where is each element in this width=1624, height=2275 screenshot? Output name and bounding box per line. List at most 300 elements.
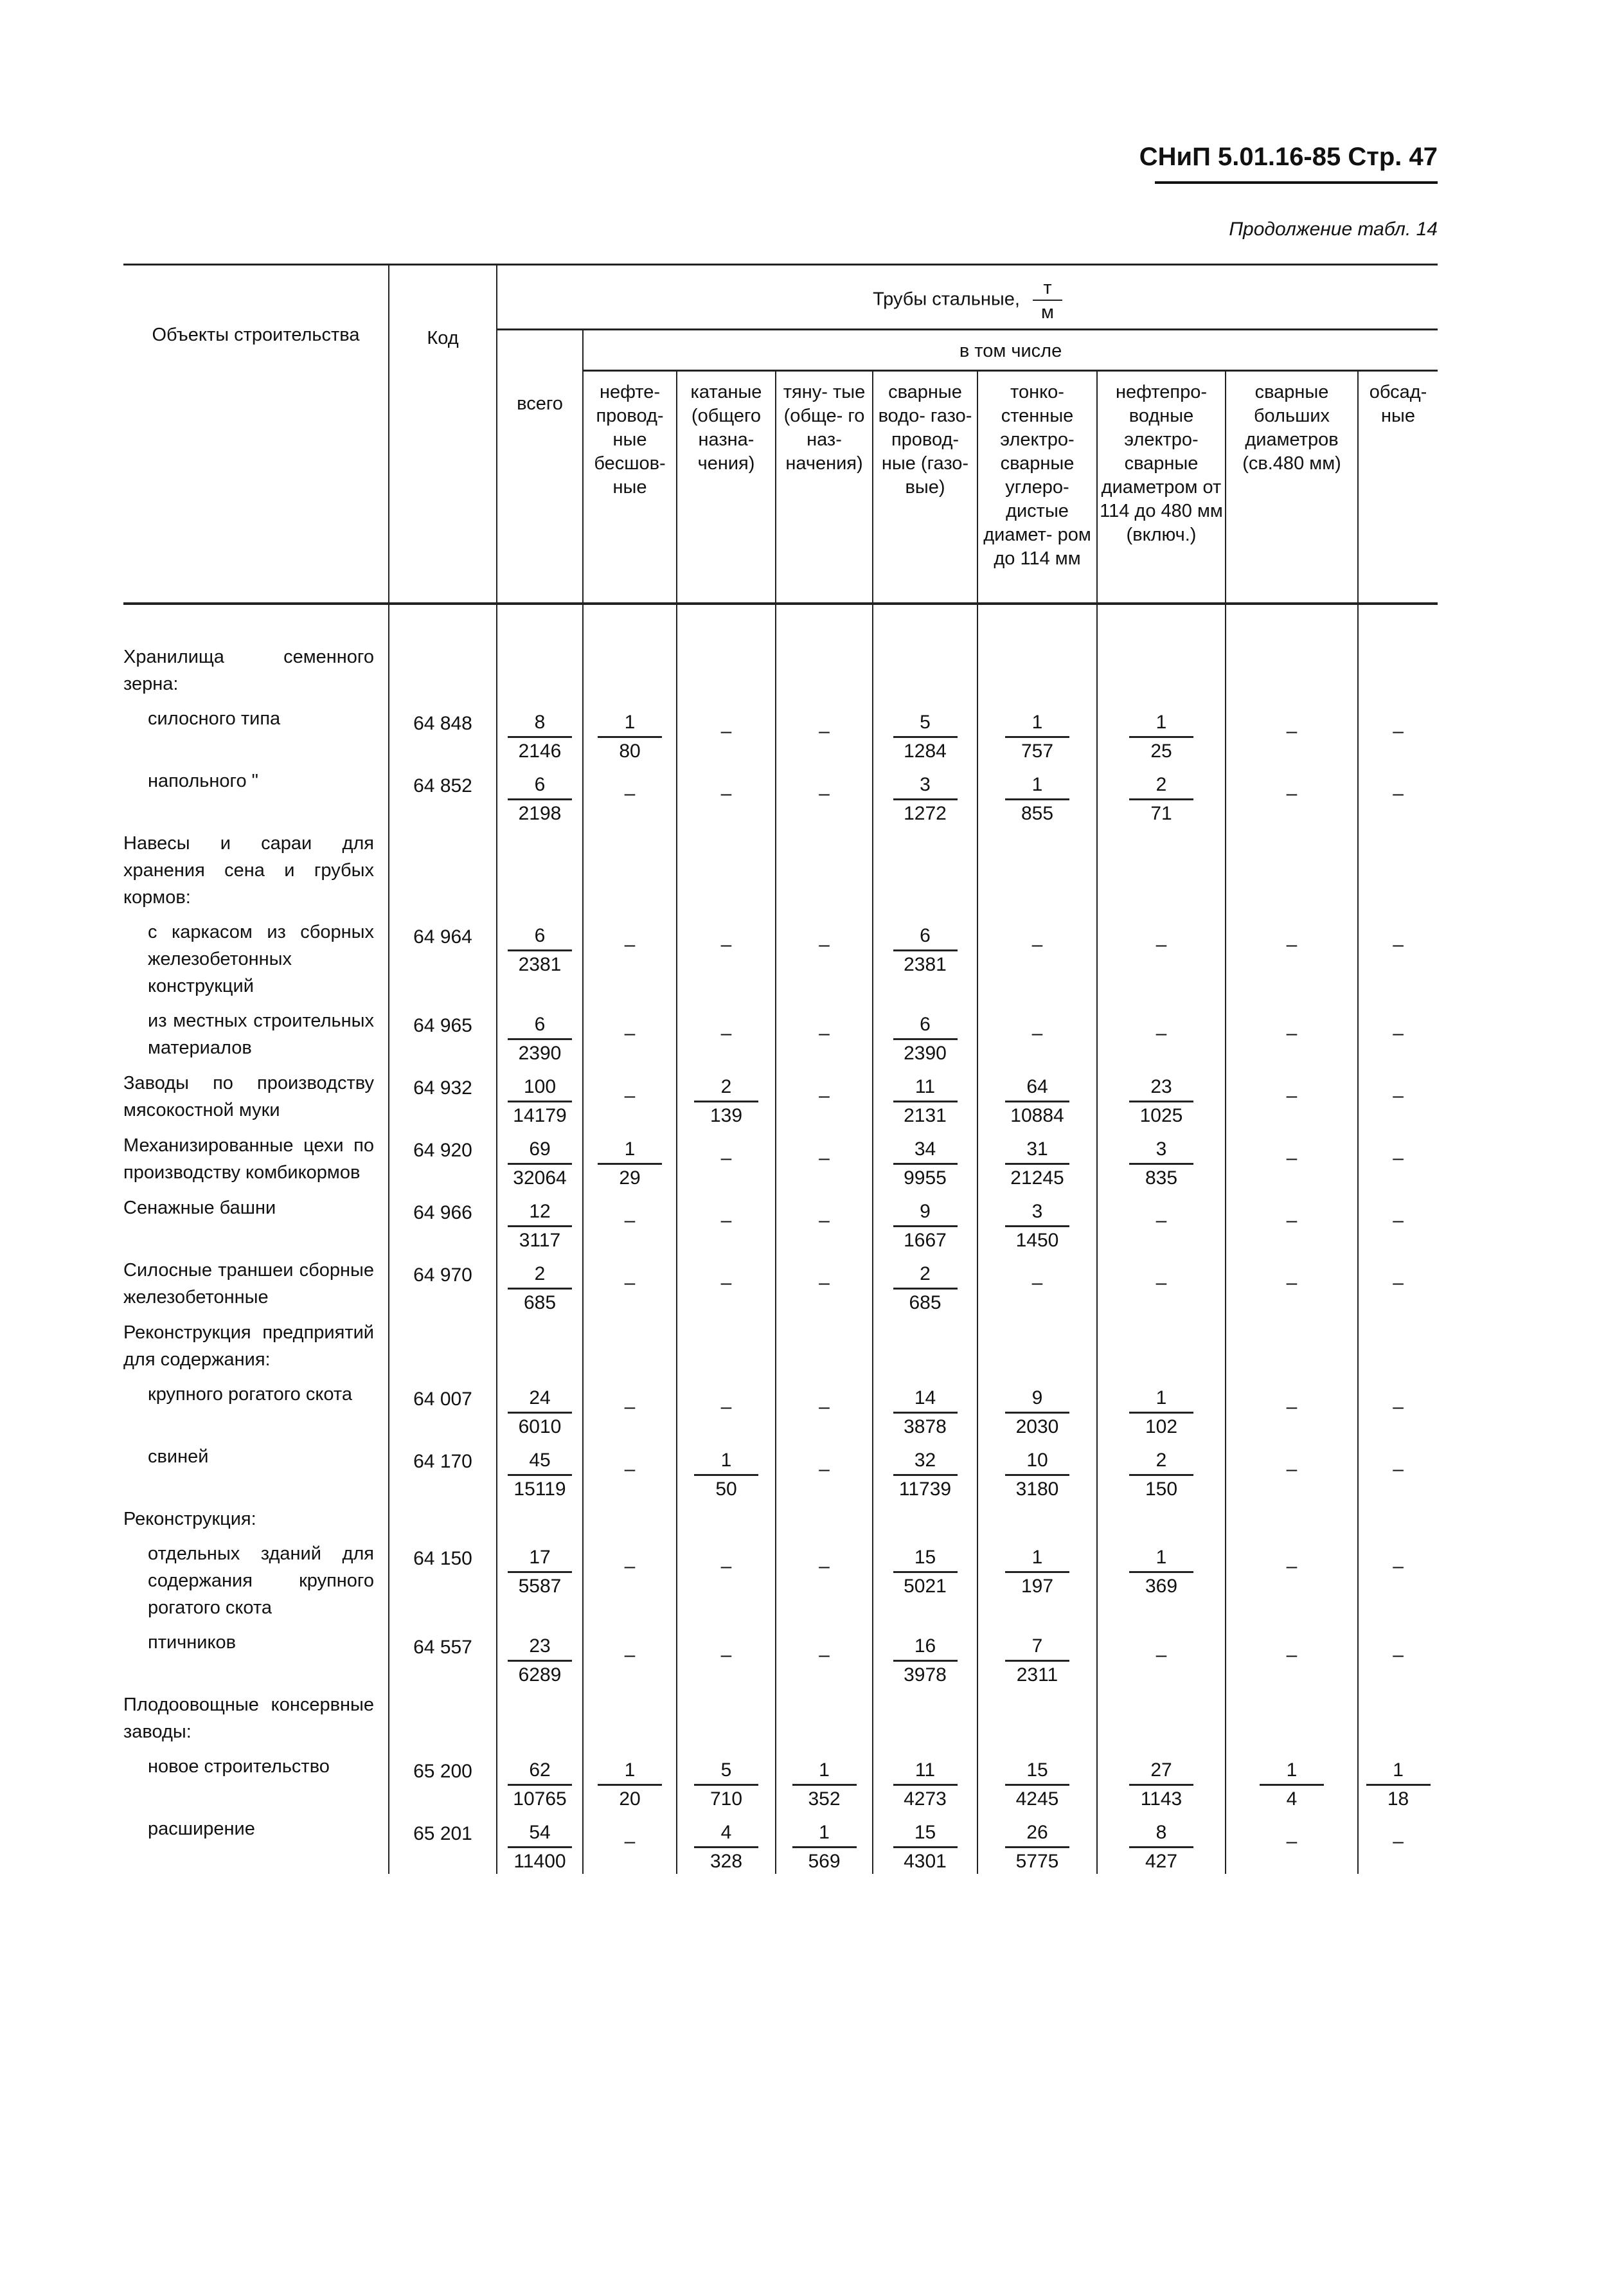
value-tonnes: 10 [1026,1450,1048,1471]
row-value-cell [497,1066,583,1128]
row-value-cell [776,915,873,1003]
row-value-cell [497,1191,583,1253]
row-value-cell [497,1315,583,1377]
row-value-cell [1097,1253,1226,1315]
table-row [123,1315,1438,1377]
row-value-cell [1097,701,1226,764]
row-value-cell [1097,1315,1226,1377]
fraction-bar [893,1784,958,1786]
row-value-cell [1358,1377,1438,1439]
row-value-cell [977,1812,1097,1874]
value-metres: 1143 [1140,1788,1182,1810]
row-value-cell [977,604,1097,701]
value-dash: – [1286,783,1298,804]
fraction-bar [792,1784,857,1786]
fraction-bar [792,1846,857,1848]
value-dash: – [1393,783,1404,804]
value-tonnes: 45 [529,1450,551,1471]
row-value-cell [977,1003,1097,1066]
row-code [389,1502,497,1536]
row-value-cell [677,1502,776,1536]
value-fraction [694,1439,758,1502]
value-dash: – [624,1396,636,1417]
table-body [123,604,1438,1874]
value-fraction [792,1812,857,1874]
value-metres: 197 [1021,1576,1054,1597]
fraction-bar [1005,736,1069,738]
row-value-cell [1097,1066,1226,1128]
row-value-cell [677,1812,776,1874]
value-dash: – [1286,1556,1298,1577]
value-dash: – [1286,1459,1298,1480]
data-table-wrapper [123,264,1438,1874]
page-header: СНиП 5.01.16-85 Стр. 47 [1139,143,1438,171]
fraction-bar [1129,1412,1193,1414]
row-value-cell [1358,1253,1438,1315]
value-dash: – [1286,1272,1298,1293]
value-dash: – [624,1831,636,1852]
fraction-bar [893,1288,958,1290]
row-value-cell [873,1812,977,1874]
row-value-cell [1358,1066,1438,1128]
row-value-cell [1226,826,1358,915]
value-fraction [893,1536,958,1599]
table-row [123,1536,1438,1625]
row-value-cell [776,1003,873,1066]
row-value-cell [677,1687,776,1749]
table-row [123,915,1438,1003]
value-tonnes: 1 [1031,712,1043,733]
column-header-5: тонко- стенные электро- сварные углеро- дистые диамет- ром до 114 мм [977,371,1097,604]
row-value-cell [497,1439,583,1502]
row-value-cell [1226,1536,1358,1625]
row-value-cell [1097,1625,1226,1687]
value-fraction [893,1377,958,1439]
row-value-cell [977,1191,1097,1253]
table-row [123,1253,1438,1315]
value-fraction [1005,1066,1069,1128]
row-value-cell [497,604,583,701]
row-value-cell [873,1128,977,1191]
value-fraction [508,701,572,764]
row-value-cell [1358,1191,1438,1253]
row-value-cell [497,764,583,826]
pipes-table [123,264,1438,1874]
value-dash: – [1393,1396,1404,1417]
row-value-cell [1226,1439,1358,1502]
row-value-cell [1097,604,1226,701]
row-value-cell [873,1536,977,1625]
fraction-bar [893,1846,958,1848]
row-value-cell [677,1377,776,1439]
value-fraction [598,1749,662,1812]
row-value-cell [1226,701,1358,764]
fraction-bar [893,1412,958,1414]
fraction-bar [893,736,958,738]
fraction-bar [893,1101,958,1102]
fraction-bar [1005,1163,1069,1165]
row-value-cell [776,764,873,826]
row-value-cell [873,1502,977,1536]
row-value-cell [1358,1687,1438,1749]
fraction-bar [508,1288,572,1290]
fraction-bar [893,949,958,951]
row-object-name: Хранилища семенного зерна: [123,647,374,694]
value-metres: 2390 [518,1043,562,1064]
value-tonnes: 64 [1026,1076,1048,1097]
value-tonnes: 2 [1156,1450,1167,1471]
row-value-cell [1097,1128,1226,1191]
row-object-name: Плодоовощные консервные заводы: [123,1695,374,1742]
row-value-cell [583,1003,677,1066]
value-dash: – [1286,721,1298,742]
value-dash: – [720,721,732,742]
value-metres: 710 [709,1788,743,1810]
value-metres: 4301 [904,1851,947,1872]
row-value-cell [873,701,977,764]
row-object-name: новое строительство [148,1756,330,1777]
row-value-cell [1226,1253,1358,1315]
row-value-cell [776,826,873,915]
row-code: 64 964 [389,915,497,1003]
fraction-bar [694,1474,758,1476]
value-fraction [792,1749,857,1812]
fraction-bar [1005,1784,1069,1786]
row-object-name: силосного типа [148,708,281,729]
value-metres: 4245 [1015,1788,1059,1810]
value-tonnes: 5 [720,1759,732,1781]
value-fraction [1005,764,1069,826]
group-header-pipes [497,265,1438,330]
row-value-cell [1097,1377,1226,1439]
value-dash: – [1286,1023,1298,1044]
row-value-cell [1226,764,1358,826]
value-fraction [508,1253,572,1315]
row-value-cell [677,915,776,1003]
value-tonnes: 2 [1156,774,1167,795]
value-tonnes: 6 [534,925,546,946]
fraction-bar [1129,1784,1193,1786]
value-tonnes: 5 [920,712,931,733]
value-tonnes: 9 [1031,1387,1043,1408]
row-value-cell [873,1625,977,1687]
value-dash: – [819,1147,830,1169]
value-dash: – [1286,1085,1298,1106]
row-code: 64 848 [389,701,497,764]
unit-fraction-bar [1033,300,1062,301]
row-object-name: Силосные траншеи сборные железобетонные [123,1260,374,1308]
value-fraction [893,1812,958,1874]
fraction-bar [1005,1571,1069,1573]
row-value-cell [977,1502,1097,1536]
row-value-cell [1358,1128,1438,1191]
fraction-bar [508,1163,572,1165]
header-rule [1155,181,1438,184]
row-value-cell [583,1128,677,1191]
column-header-3: тяну- тые (обще- го наз- начения) [776,371,873,604]
row-value-cell [1226,1377,1358,1439]
row-value-cell [873,604,977,701]
value-dash: – [1393,1147,1404,1169]
value-tonnes: 2 [920,1263,931,1284]
value-tonnes: 32 [914,1450,936,1471]
value-fraction [508,915,572,977]
value-fraction [508,764,572,826]
row-value-cell [497,1003,583,1066]
row-value-cell [497,1377,583,1439]
value-fraction [508,1377,572,1439]
value-tonnes: 69 [529,1138,551,1160]
value-dash: – [819,1556,830,1577]
value-fraction [893,701,958,764]
value-fraction [508,1749,572,1812]
column-objects: Объекты строительства [123,265,389,604]
row-value-cell [1097,1003,1226,1066]
value-tonnes: 4 [720,1822,732,1843]
value-fraction [694,1812,758,1874]
table-row [123,1439,1438,1502]
fraction-bar [694,1784,758,1786]
column-total: всего [497,330,583,604]
row-value-cell [1097,1812,1226,1874]
table-head [123,265,1438,604]
row-value-cell [1097,764,1226,826]
value-tonnes: 9 [920,1201,931,1222]
fraction-bar [508,1225,572,1227]
value-dash: – [624,1644,636,1666]
value-dash: – [1286,934,1298,955]
fraction-bar [893,1474,958,1476]
row-value-cell [776,1502,873,1536]
value-metres: 14179 [513,1105,567,1126]
column-header-8: обсад- ные [1358,371,1438,604]
row-value-cell [583,1687,677,1749]
fraction-bar [1005,798,1069,800]
row-value-cell [677,604,776,701]
row-value-cell [677,1749,776,1812]
value-metres: 4273 [904,1788,947,1810]
row-object-name: Заводы по производству мясокостной муки [123,1073,374,1120]
value-dash: – [720,1023,732,1044]
value-metres: 369 [1145,1576,1178,1597]
value-dash: – [819,1210,830,1231]
row-value-cell [583,701,677,764]
table-row [123,764,1438,826]
value-metres: 2381 [904,954,947,975]
fraction-bar [1129,1101,1193,1102]
row-code: 64 852 [389,764,497,826]
row-value-cell [1226,1812,1358,1874]
value-tonnes: 1 [1031,774,1043,795]
row-value-cell [497,915,583,1003]
fraction-bar [1129,736,1193,738]
row-value-cell [1226,1502,1358,1536]
row-value-cell [677,1625,776,1687]
value-fraction [598,701,662,764]
value-tonnes: 1 [1156,1387,1167,1408]
value-tonnes: 1 [1286,1759,1298,1781]
row-value-cell [776,1377,873,1439]
value-tonnes: 17 [529,1547,551,1568]
group-title: Трубы стальные, [873,289,1020,310]
fraction-bar [1129,1846,1193,1848]
table-row [123,1066,1438,1128]
value-dash: – [1031,934,1043,955]
row-value-cell [776,1128,873,1191]
value-fraction [1366,1749,1431,1812]
value-tonnes: 1 [1156,712,1167,733]
value-tonnes: 16 [914,1635,936,1657]
row-code: 64 007 [389,1377,497,1439]
column-header-1: нефте- провод- ные бесшов- ные [583,371,677,604]
fraction-bar [508,736,572,738]
row-value-cell [873,1749,977,1812]
row-value-cell [1226,1191,1358,1253]
fraction-bar [508,1784,572,1786]
value-dash: – [624,783,636,804]
row-value-cell [1358,1315,1438,1377]
value-metres: 2131 [904,1105,947,1126]
row-value-cell [1358,1502,1438,1536]
value-metres: 2381 [518,954,562,975]
value-dash: – [819,783,830,804]
value-tonnes: 6 [534,1014,546,1035]
value-metres: 2030 [1015,1416,1059,1437]
value-tonnes: 6 [534,774,546,795]
value-tonnes: 1 [624,1759,636,1781]
value-dash: – [1156,1023,1167,1044]
row-value-cell [873,764,977,826]
fraction-bar [1366,1784,1431,1786]
value-metres: 18 [1387,1788,1409,1810]
row-value-cell [977,1253,1097,1315]
value-metres: 32064 [513,1167,567,1189]
value-metres: 71 [1150,803,1172,824]
row-value-cell [497,1812,583,1874]
row-value-cell [873,1315,977,1377]
fraction-bar [508,1846,572,1848]
value-tonnes: 15 [914,1822,936,1843]
row-code: 64 920 [389,1128,497,1191]
value-dash: – [624,1556,636,1577]
fraction-bar [508,1474,572,1476]
row-value-cell [497,1502,583,1536]
row-value-cell [776,1439,873,1502]
value-metres: 2390 [904,1043,947,1064]
row-value-cell [583,1253,677,1315]
row-value-cell [583,604,677,701]
table-row [123,1128,1438,1191]
table-row [123,701,1438,764]
value-metres: 685 [523,1292,557,1313]
row-value-cell [977,1439,1097,1502]
value-dash: – [720,1147,732,1169]
row-value-cell [776,1812,873,1874]
value-metres: 835 [1145,1167,1178,1189]
row-value-cell [497,826,583,915]
row-value-cell [1358,764,1438,826]
row-value-cell [776,1687,873,1749]
row-value-cell [776,1191,873,1253]
table-row [123,1687,1438,1749]
value-dash: – [819,1459,830,1480]
value-dash: – [1393,1459,1404,1480]
row-value-cell [497,1687,583,1749]
table-row [123,1812,1438,1874]
value-tonnes: 23 [529,1635,551,1657]
row-value-cell [1226,1128,1358,1191]
subgroup-header: в том числе [583,330,1438,371]
fraction-bar [1129,1474,1193,1476]
row-value-cell [497,1749,583,1812]
row-code: 65 201 [389,1812,497,1874]
row-value-cell [497,1625,583,1687]
row-value-cell [1226,1625,1358,1687]
row-code: 64 965 [389,1003,497,1066]
row-value-cell [583,1315,677,1377]
value-tonnes: 24 [529,1387,551,1408]
value-fraction [598,1128,662,1191]
row-value-cell [873,1687,977,1749]
value-tonnes: 3 [1031,1201,1043,1222]
row-value-cell [583,1625,677,1687]
value-dash: – [1156,934,1167,955]
row-value-cell [583,1812,677,1874]
row-value-cell [977,1315,1097,1377]
column-header-4: сварные водо- газо- провод- ные (газо- вые) [873,371,977,604]
value-metres: 685 [909,1292,941,1313]
value-tonnes: 1 [624,712,636,733]
row-value-cell [1358,604,1438,701]
value-metres: 2198 [518,803,562,824]
row-value-cell [1097,826,1226,915]
value-metres: 5587 [518,1576,562,1597]
row-value-cell [977,1536,1097,1625]
value-tonnes: 8 [1156,1822,1167,1843]
value-metres: 2311 [1016,1664,1058,1686]
row-value-cell [583,1066,677,1128]
fraction-bar [694,1846,758,1848]
value-fraction [1129,1128,1193,1191]
row-value-cell [873,1191,977,1253]
value-metres: 80 [619,741,641,762]
fraction-bar [508,798,572,800]
value-dash: – [1286,1644,1298,1666]
value-metres: 102 [1145,1416,1178,1437]
table-row [123,1377,1438,1439]
column-header-2: катаные (общего назна- чения) [677,371,776,604]
value-tonnes: 1 [720,1450,732,1471]
table-row [123,1502,1438,1536]
value-metres: 569 [808,1851,841,1872]
row-value-cell [1097,1502,1226,1536]
row-value-cell [1097,1536,1226,1625]
value-metres: 11400 [513,1851,566,1872]
value-tonnes: 27 [1150,1759,1172,1781]
row-value-cell [1358,1625,1438,1687]
row-value-cell [583,915,677,1003]
row-code: 64 170 [389,1439,497,1502]
value-tonnes: 3 [1156,1138,1167,1160]
value-metres: 1284 [904,741,947,762]
value-metres: 3117 [519,1230,561,1251]
value-fraction [893,1191,958,1253]
column-header-7: сварные больших диаметров (св.480 мм) [1226,371,1358,604]
row-value-cell [873,1003,977,1066]
fraction-bar [508,949,572,951]
row-value-cell [873,1253,977,1315]
row-value-cell [1358,1003,1438,1066]
